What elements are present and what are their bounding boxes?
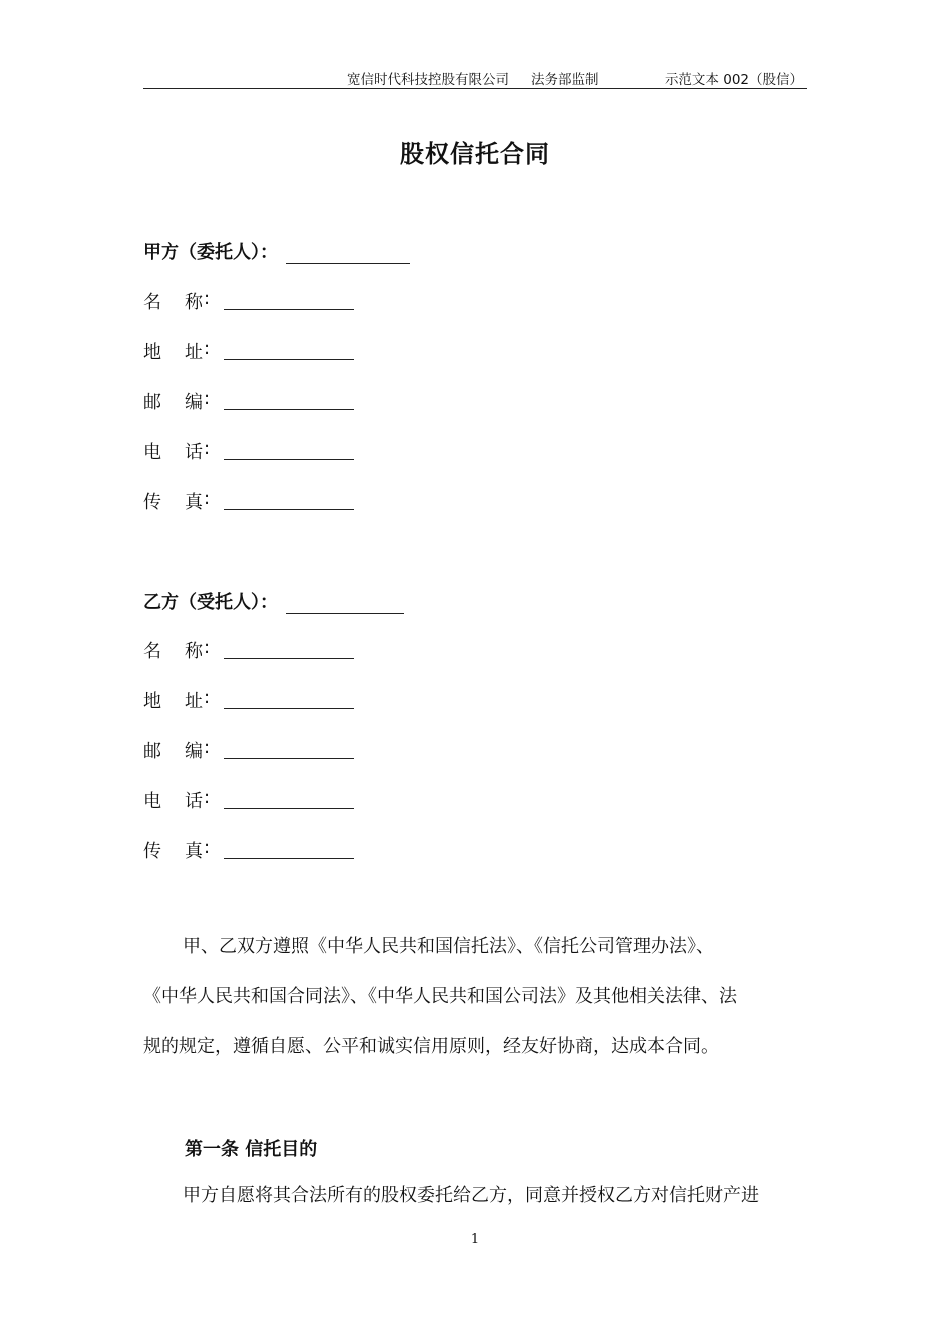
field-colon: : bbox=[204, 388, 211, 409]
field-label-char-2: 址 bbox=[185, 342, 203, 363]
field-label-char-2: 话 bbox=[185, 442, 203, 463]
party-a-postcode-blank bbox=[224, 409, 354, 410]
field-label-char-1: 邮 bbox=[143, 741, 161, 762]
party-a-address-blank bbox=[224, 359, 354, 360]
header-sample-text-id: 示范文本 002（股信） bbox=[664, 72, 803, 88]
party-a-heading bbox=[143, 238, 410, 264]
field-colon: : bbox=[204, 637, 211, 658]
field-colon: : bbox=[204, 837, 211, 858]
field-colon: : bbox=[204, 288, 211, 309]
party-a-blank-line bbox=[286, 243, 410, 264]
field-colon: : bbox=[204, 687, 211, 708]
party-a-phone-blank bbox=[224, 459, 354, 460]
field-label-char-2: 编 bbox=[185, 392, 203, 413]
preamble-paragraph bbox=[143, 922, 811, 1072]
field-colon: : bbox=[204, 488, 211, 509]
party-a-heading-label: 甲方（委托人）： bbox=[143, 242, 278, 263]
field-label-char-1: 传 bbox=[143, 492, 161, 513]
page-number: 1 bbox=[470, 1232, 480, 1247]
field-label-char-2: 话 bbox=[185, 791, 203, 812]
field-colon: : bbox=[204, 438, 211, 459]
party-a-name-blank bbox=[224, 309, 354, 310]
preamble-line-1: 甲、乙双方遵照《中华人民共和国信托法》、《信托公司管理办法》、 bbox=[183, 936, 714, 957]
preamble-line-3: 规的规定，遵循自愿、公平和诚实信用原则，经友好协商，达成本合同。 bbox=[143, 1036, 719, 1057]
field-colon: : bbox=[204, 787, 211, 808]
field-label-char-1: 电 bbox=[143, 791, 161, 812]
header-department: 法务部监制 bbox=[531, 72, 599, 88]
field-label-char-1: 地 bbox=[143, 691, 161, 712]
party-b-blank-line bbox=[286, 593, 404, 614]
preamble-line-2: 《中华人民共和国合同法》、《中华人民共和国公司法》及其他相关法律、法 bbox=[143, 986, 737, 1007]
party-b-name-blank bbox=[224, 658, 354, 659]
field-label-char-1: 名 bbox=[143, 641, 161, 662]
article-1-paragraph bbox=[143, 1171, 811, 1221]
party-b-postcode-blank bbox=[224, 758, 354, 759]
field-label-char-1: 地 bbox=[143, 342, 161, 363]
party-b-heading-label: 乙方（受托人）： bbox=[143, 592, 278, 613]
field-colon: : bbox=[204, 737, 211, 758]
party-b-heading bbox=[143, 588, 404, 614]
field-label-char-1: 电 bbox=[143, 442, 161, 463]
field-label-char-2: 编 bbox=[185, 741, 203, 762]
party-b-address-blank bbox=[224, 708, 354, 709]
field-label-char-2: 称 bbox=[185, 641, 203, 662]
document-title: 股权信托合同 bbox=[400, 140, 550, 168]
field-label-char-2: 址 bbox=[185, 691, 203, 712]
field-label-char-1: 传 bbox=[143, 841, 161, 862]
party-b-phone-blank bbox=[224, 808, 354, 809]
article-1-line-1: 甲方自愿将其合法所有的股权委托给乙方，同意并授权乙方对信托财产进 bbox=[183, 1185, 759, 1206]
field-label-char-2: 真 bbox=[185, 492, 203, 513]
field-label-char-2: 称 bbox=[185, 292, 203, 313]
field-label-char-1: 名 bbox=[143, 292, 161, 313]
header-company: 宽信时代科技控股有限公司 bbox=[347, 72, 509, 88]
field-label-char-1: 邮 bbox=[143, 392, 161, 413]
field-label-char-2: 真 bbox=[185, 841, 203, 862]
field-colon: : bbox=[204, 338, 211, 359]
party-b-fax-blank bbox=[224, 858, 354, 859]
article-1-title: 第一条 信托目的 bbox=[185, 1139, 318, 1160]
page-header bbox=[143, 66, 807, 89]
party-a-fax-blank bbox=[224, 509, 354, 510]
